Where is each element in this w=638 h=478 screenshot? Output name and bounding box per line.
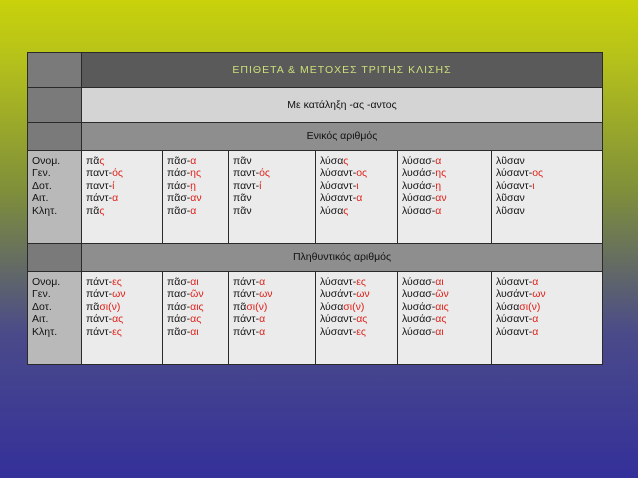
case-label: Κλητ. — [32, 204, 58, 217]
word-stem: πᾶσ- — [167, 192, 191, 205]
word-stem: πᾶν — [233, 204, 252, 217]
word-form — [320, 192, 393, 204]
word-stem: λυσάσ- — [402, 300, 436, 313]
label-cell — [28, 244, 82, 272]
word-stem: πᾶσ- — [167, 155, 191, 167]
case-label: Κλητ. — [32, 325, 58, 338]
word-form — [402, 326, 487, 338]
word-form — [496, 167, 598, 179]
word-ending: ος — [532, 167, 544, 180]
word-form — [402, 313, 487, 325]
word-form — [496, 180, 598, 192]
word-form — [496, 276, 598, 288]
word-ending: ι — [356, 179, 359, 192]
case-label: Γεν. — [32, 288, 51, 301]
word-form — [320, 288, 393, 300]
form-cell — [82, 151, 163, 244]
word-form — [320, 155, 393, 167]
word-stem: λύσασ- — [402, 276, 436, 288]
word-stem: πᾶσ- — [167, 325, 191, 338]
word-form — [233, 205, 311, 217]
plural-header: Πληθυντικός αριθμός — [82, 244, 603, 272]
word-ending: ων — [112, 288, 126, 301]
word-ending: αι — [190, 276, 199, 288]
form-cell — [398, 272, 492, 365]
word-stem: πάντ- — [233, 288, 260, 301]
label-cell — [28, 88, 82, 123]
word-ending: αι — [435, 276, 444, 288]
word-ending: α — [435, 155, 442, 167]
word-stem: παντ- — [86, 167, 113, 180]
form-cell — [398, 151, 492, 244]
word-form — [233, 326, 311, 338]
word-stem: λυσασ- — [402, 288, 436, 301]
ending-subtitle: Με κατάληξη -ας -αντος — [82, 88, 603, 123]
word-form — [320, 276, 393, 288]
word-ending: αις — [435, 300, 449, 313]
word-form — [233, 313, 311, 325]
word-ending: ης — [435, 167, 447, 180]
word-stem: λύσα — [320, 155, 344, 167]
singular-row — [28, 151, 603, 244]
word-stem: λῦσαν — [496, 204, 525, 217]
word-form — [86, 288, 158, 300]
word-form — [496, 288, 598, 300]
word-stem: πάντ- — [233, 276, 260, 288]
word-stem: λύσα — [496, 300, 520, 313]
word-form — [496, 313, 598, 325]
word-stem: πάσ- — [167, 300, 191, 313]
word-form — [402, 155, 487, 167]
case-label: Δοτ. — [32, 179, 52, 192]
case-label: Αιτ. — [32, 192, 49, 205]
word-form — [496, 301, 598, 313]
word-form — [496, 326, 598, 338]
word-form — [167, 313, 224, 325]
word-form — [86, 180, 158, 192]
word-form — [233, 288, 311, 300]
word-stem: λυσάσ- — [402, 313, 436, 326]
word-ending: ας — [356, 313, 368, 326]
word-form — [167, 155, 224, 167]
word-ending: ων — [532, 288, 546, 301]
word-ending: ων — [259, 288, 273, 301]
word-stem: πᾶ — [233, 300, 247, 313]
word-ending: ός — [259, 167, 270, 180]
word-form — [402, 301, 487, 313]
word-stem: πάσ- — [167, 313, 191, 326]
word-stem: λυσάντ- — [496, 288, 533, 301]
word-form — [496, 155, 598, 167]
word-ending: αν — [190, 192, 202, 205]
word-ending: αι — [190, 325, 199, 338]
word-stem: λύσασ- — [402, 204, 436, 217]
word-form — [320, 205, 393, 217]
word-stem: λύσαντ- — [496, 325, 533, 338]
word-ending: α — [112, 192, 119, 205]
word-form — [167, 326, 224, 338]
word-ending: α — [356, 192, 363, 205]
word-form — [320, 301, 393, 313]
word-ending: ῶν — [435, 288, 449, 301]
word-stem: πάντ- — [233, 325, 260, 338]
form-cell — [163, 272, 229, 365]
word-stem: λυσάσ- — [402, 167, 436, 180]
word-ending: ας — [435, 313, 447, 326]
word-stem: πάντ- — [86, 288, 113, 301]
word-stem: πᾶν — [233, 155, 252, 167]
declension-table — [27, 52, 603, 365]
form-cell — [229, 272, 316, 365]
word-form — [86, 326, 158, 338]
word-ending: α — [532, 325, 539, 338]
word-stem: παντ- — [86, 179, 113, 192]
word-stem: πάντ- — [86, 276, 113, 288]
word-ending: ες — [112, 325, 122, 338]
word-form — [167, 167, 224, 179]
word-form — [402, 180, 487, 192]
word-form — [86, 301, 158, 313]
word-ending: ων — [356, 288, 370, 301]
word-form — [496, 192, 598, 204]
word-stem: παντ- — [233, 167, 260, 180]
word-ending: σι(ν) — [246, 300, 268, 313]
word-form — [496, 205, 598, 217]
case-label: Γεν. — [32, 167, 51, 180]
word-ending: ες — [356, 276, 366, 288]
word-stem: πᾶσ- — [167, 276, 191, 288]
word-form — [86, 155, 158, 167]
word-form — [86, 205, 158, 217]
word-ending: α — [435, 204, 442, 217]
word-stem: λύσασ- — [402, 192, 436, 205]
form-cell — [316, 272, 398, 365]
word-ending: α — [190, 204, 197, 217]
word-form — [320, 167, 393, 179]
word-form — [167, 288, 224, 300]
word-stem: πᾶ — [86, 204, 100, 217]
word-ending: αν — [435, 192, 447, 205]
word-ending: ης — [190, 167, 202, 180]
word-stem: λύσαντ- — [320, 179, 357, 192]
word-stem: πάσ- — [167, 179, 191, 192]
label-cell — [28, 123, 82, 151]
word-stem: λύσαντ- — [320, 325, 357, 338]
word-stem: λύσα — [320, 300, 344, 313]
case-label: Δοτ. — [32, 300, 52, 313]
word-ending: ῶν — [190, 288, 204, 301]
word-ending: ς — [99, 204, 105, 217]
word-form — [167, 301, 224, 313]
word-stem: λύσασ- — [402, 155, 436, 167]
word-ending: σι(ν) — [519, 300, 541, 313]
word-ending: σι(ν) — [99, 300, 121, 313]
word-stem: λύσαντ- — [496, 313, 533, 326]
form-cell — [492, 272, 603, 365]
word-ending: ας — [190, 313, 202, 326]
word-stem: λύσασ- — [402, 325, 436, 338]
word-ending: ῃ — [435, 179, 442, 192]
word-form — [402, 288, 487, 300]
form-cell — [82, 272, 163, 365]
case-label: Ονομ. — [32, 155, 61, 167]
word-form — [233, 276, 311, 288]
case-labels — [28, 272, 82, 365]
word-form — [233, 180, 311, 192]
word-ending: ῃ — [190, 179, 196, 192]
form-cell — [492, 151, 603, 244]
word-stem: πάντ- — [86, 192, 113, 205]
word-ending: ι — [532, 179, 535, 192]
word-stem: πᾶ — [86, 155, 100, 167]
case-label: Αιτ. — [32, 313, 49, 326]
word-ending: σι(ν) — [343, 300, 365, 313]
word-form — [86, 167, 158, 179]
word-ending: ς — [343, 204, 349, 217]
word-stem: παντ- — [233, 179, 260, 192]
form-cell — [163, 151, 229, 244]
word-stem: λύσαντ- — [320, 192, 357, 205]
word-stem: πάντ- — [86, 313, 113, 326]
word-ending: ες — [356, 325, 366, 338]
word-stem: πᾶν — [233, 192, 252, 205]
word-ending: α — [190, 155, 197, 167]
word-form — [233, 155, 311, 167]
word-stem: πᾶ — [86, 300, 100, 313]
word-form — [167, 180, 224, 192]
case-labels — [28, 151, 82, 244]
word-form — [320, 313, 393, 325]
word-ending: ες — [112, 276, 122, 288]
word-ending: α — [259, 325, 266, 338]
word-ending: αις — [190, 300, 204, 313]
word-stem: πασ- — [167, 288, 191, 301]
word-form — [167, 192, 224, 204]
table-title: ΕΠΙΘΕΤΑ & ΜΕΤΟΧΕΣ ΤΡΙΤΗΣ ΚΛΙΣΗΣ — [82, 53, 603, 88]
word-ending: αι — [435, 325, 444, 338]
word-form — [233, 301, 311, 313]
label-cell — [28, 53, 82, 88]
word-ending: ί — [259, 179, 262, 192]
word-stem: λυσάσ- — [402, 179, 436, 192]
word-ending: α — [532, 313, 539, 326]
word-form — [86, 313, 158, 325]
word-form — [167, 276, 224, 288]
word-ending: α — [259, 313, 266, 326]
word-stem: λύσαντ- — [320, 313, 357, 326]
word-form — [402, 167, 487, 179]
word-form — [320, 180, 393, 192]
form-cell — [229, 151, 316, 244]
word-stem: πάντ- — [86, 325, 113, 338]
word-form — [233, 167, 311, 179]
word-form — [167, 205, 224, 217]
word-stem: λῦσαν — [496, 192, 525, 205]
word-stem: πάσ- — [167, 167, 191, 180]
form-cell — [316, 151, 398, 244]
word-ending: ας — [112, 313, 124, 326]
word-ending: α — [259, 276, 266, 288]
word-stem: λυσάντ- — [320, 288, 357, 301]
word-stem: λύσαντ- — [496, 276, 533, 288]
word-stem: πᾶσ- — [167, 204, 191, 217]
word-stem: πάντ- — [233, 313, 260, 326]
word-form — [402, 192, 487, 204]
case-label: Ονομ. — [32, 276, 61, 288]
word-stem: λύσαντ- — [496, 179, 533, 192]
word-ending: ς — [343, 155, 349, 167]
word-ending: α — [532, 276, 539, 288]
word-form — [320, 326, 393, 338]
word-ending: ος — [356, 167, 368, 180]
word-form — [402, 276, 487, 288]
word-stem: λύσαντ- — [320, 167, 357, 180]
word-form — [402, 205, 487, 217]
word-stem: λύσαντ- — [320, 276, 357, 288]
word-ending: ός — [112, 167, 123, 180]
word-ending: ί — [112, 179, 115, 192]
singular-header: Ενικός αριθμός — [82, 123, 603, 151]
word-form — [86, 276, 158, 288]
word-stem: λύσαντ- — [496, 167, 533, 180]
word-stem: λῦσαν — [496, 155, 525, 167]
word-stem: λύσα — [320, 204, 344, 217]
word-form — [86, 192, 158, 204]
word-form — [233, 192, 311, 204]
word-ending: ς — [99, 155, 105, 167]
plural-row — [28, 272, 603, 365]
